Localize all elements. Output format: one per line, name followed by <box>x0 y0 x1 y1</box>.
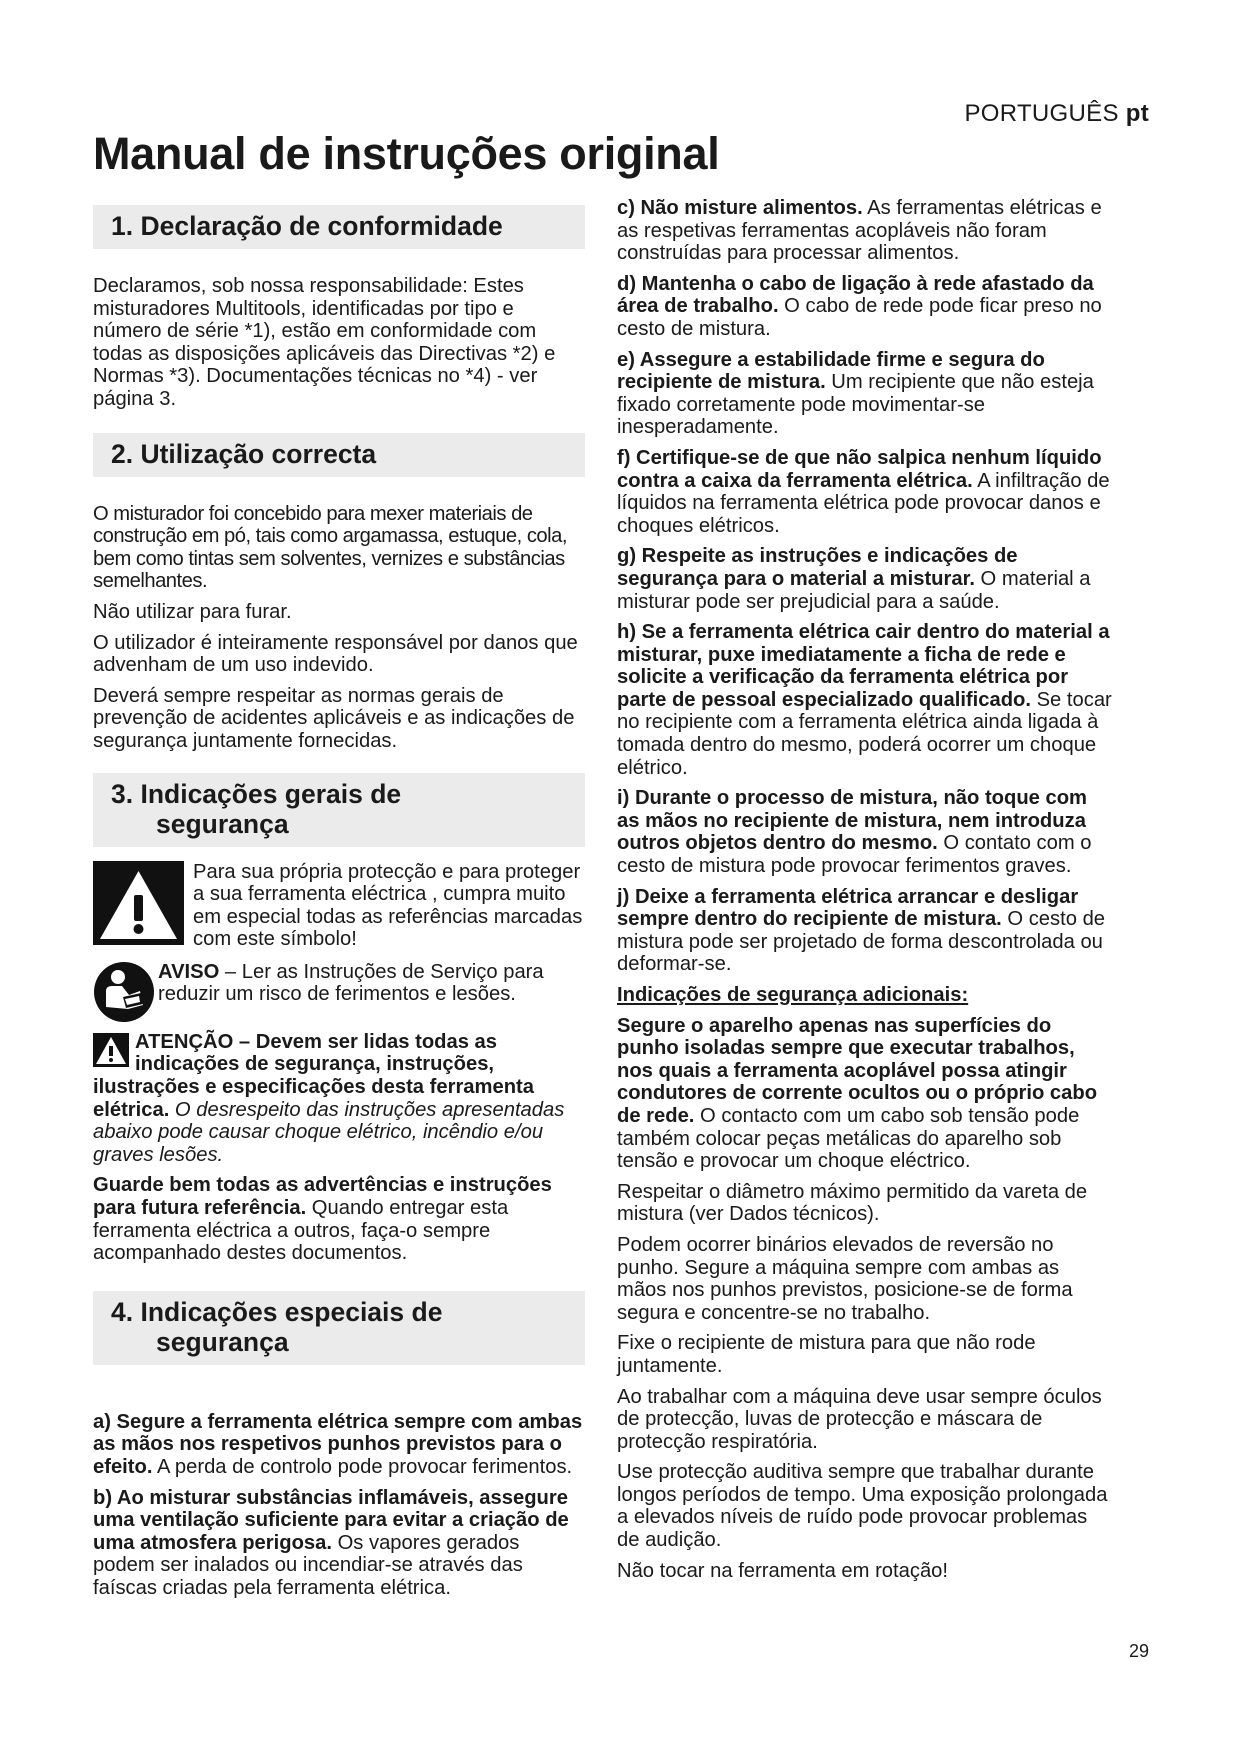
item-d-bold: d) Mantenha o cabo de ligação à rede afastado da área de trabalho. <box>617 272 1094 318</box>
item-d-text: O cabo de rede pode ficar preso no cesto de mistura. <box>617 295 1102 340</box>
section-2-heading <box>93 433 585 477</box>
item-i-bold: i) Durante o processo de mistura, não toque com as mãos no recipiente de mistura, nem introduza outros objetos dentro do mesmo. <box>617 787 1088 855</box>
language-indicator <box>964 100 1149 128</box>
item-i <box>617 787 1114 877</box>
fix-container-text: Fixe o recipiente de mistura para que não rode juntamente. <box>617 1332 1036 1377</box>
item-f <box>617 447 1114 537</box>
read-manual-block <box>93 961 585 1023</box>
item-c <box>617 197 1114 265</box>
section-1-heading-text: 1. Declaração de conformidade <box>111 211 503 241</box>
general-warning-text: Para sua própria protecção e para proteger a sua ferramenta eléctrica , cumpra muito em especial todas as referências marcadas com este símbolo! <box>193 860 583 951</box>
page-title: Manual de instruções original <box>93 128 720 179</box>
item-f-text: A infiltração de líquidos na ferramenta elétrica pode provocar danos e choques elétricos. <box>617 469 1110 537</box>
item-h-text: Se tocar no recipiente com a ferramenta elétrica ainda ligada à tomada dentro do mesmo, poderá ocorrer um choque elétrico. <box>617 688 1112 779</box>
item-a-bold: a) Segure a ferramenta elétrica sempre com ambas as mãos nos respetivos punhos previstos para o efeito. <box>93 1410 583 1478</box>
section-4-heading <box>93 1291 585 1365</box>
atencao-bold: ATENÇÃO – Devem ser lidas todas as indicações de segurança, instruções, ilustrações e especificações desta ferramenta elétrica. <box>93 1030 534 1121</box>
item-g-text: O material a misturar pode ser prejudicial para a saúde. <box>617 567 1091 613</box>
item-g <box>617 545 1114 613</box>
item-c-text: As ferramentas elétricas e as respetivas ferramentas acopláveis não foram construídas para processar alimentos. <box>617 197 1102 265</box>
guarde-text: Quando entregar esta ferramenta eléctrica a outros, faça-o sempre acompanhado destes documentos. <box>93 1197 509 1265</box>
item-j-text: O cesto de mistura pode ser projetado de forma descontrolada ou deformar-se. <box>617 908 1106 976</box>
section-1-heading <box>93 205 585 249</box>
insulated-grip-text: O contacto com um cabo sob tensão pode também colocar peças metálicas do aparelho sob tensão e provocar um choque eléctrico. <box>617 1104 1080 1173</box>
right-column <box>617 197 1114 1590</box>
warning-triangle-icon <box>93 861 184 945</box>
item-e-bold: e) Assegure a estabilidade firme e segura do recipiente de mistura. <box>617 348 1045 394</box>
atencao-italic: O desrespeito das instruções apresentadas abaixo pode causar choque elétrico, incêndio e/ou graves lesões. <box>93 1098 565 1166</box>
section-3-heading-line2: segurança <box>156 808 289 839</box>
left-column <box>93 199 585 1608</box>
language-code: pt <box>1125 100 1149 127</box>
section-4-heading-line2: segurança <box>156 1326 289 1357</box>
protective-equipment-text: Ao trabalhar com a máquina deve usar sempre óculos de protecção, luvas de protecção e máscara de protecção respiratória. <box>617 1385 1102 1453</box>
rotating-tool-text: Não tocar na ferramenta em rotação! <box>617 1559 949 1582</box>
item-f-bold: f) Certifique-se de que não salpica nenhum líquido contra a caixa da ferramenta elétrica. <box>617 446 1102 492</box>
max-diameter-text: Respeitar o diâmetro máximo permitido da vareta de mistura (ver Dados técnicos). <box>617 1180 1088 1226</box>
guarde-paragraph <box>93 1174 585 1264</box>
item-h <box>617 621 1114 779</box>
intended-use-text: O misturador foi concebido para mexer materiais de construção em pó, tais como argamassa, estuque, cola, bem como tintas sem solventes, vernizes e substâncias semelhantes. <box>93 502 567 593</box>
general-warning-block <box>93 861 585 951</box>
item-g-bold: g) Respeite as instruções e indicações de segurança para o material a misturar. <box>617 545 1018 590</box>
hearing-protection-text: Use protecção auditiva sempre que trabalhar durante longos períodos de tempo. Uma exposição prolongada a elevados níveis de ruído pode provocar problemas de audição. <box>617 1461 1108 1552</box>
aviso-body: – Ler as Instruções de Serviço para reduzir um risco de ferimentos e lesões. <box>158 960 544 1006</box>
item-a-text: A perda de controlo pode provocar ferimentos. <box>152 1456 573 1478</box>
item-b <box>93 1487 585 1600</box>
item-j-bold: j) Deixe a ferramenta elétrica arrancar e desligar sempre dentro do recipiente de mistura. <box>617 885 1079 931</box>
user-responsibility-text: O utilizador é inteiramente responsável por danos que advenham de um uso indevido. <box>93 631 578 677</box>
guarde-bold: Guarde bem todas as advertências e instruções para futura referência. <box>93 1174 552 1220</box>
section-3-heading-line1: 3. Indicações gerais de <box>111 778 402 809</box>
item-c-bold: c) Não misture alimentos. <box>617 197 863 219</box>
insulated-grip-paragraph <box>617 1015 1114 1173</box>
read-manual-icon <box>93 961 155 1023</box>
item-b-text: Os vapores gerados podem ser inalados ou incendiar-se através das faíscas criadas pela ferramenta elétrica. <box>93 1531 523 1599</box>
item-e-text: Um recipiente que não esteja fixado corretamente pode movimentar-se inesperadamente. <box>617 371 1094 439</box>
accident-prevention-text: Deverá sempre respeitar as normas gerais de prevenção de acidentes aplicáveis e as indicações de segurança juntamente fornecidas. <box>93 684 575 752</box>
page-number: 29 <box>1128 1641 1149 1661</box>
no-drilling-text: Não utilizar para furar. <box>93 600 292 623</box>
section-2-heading-text: 2. Utilização correcta <box>111 438 377 469</box>
reaction-torque-text: Podem ocorrer binários elevados de reversão no punho. Segure a máquina sempre com ambas as mãos nos punhos previstos, posicione-se de forma segura e concentre-se no trabalho. <box>617 1233 1073 1324</box>
item-h-bold: h) Se a ferramenta elétrica cair dentro do material a misturar, puxe imediatamente a ficha de rede e solicite a verificação da ferramenta elétrica por parte de pessoal especializado qualificado. <box>617 621 1110 711</box>
additional-safety-heading: Indicações de segurança adicionais: <box>617 984 969 1006</box>
insulated-grip-bold: Segure o aparelho apenas nas superfícies do punho isoladas sempre que executar trabalhos, nos quais a ferramenta acoplável possa atingir condutores de corrente ocultos ou o próprio cabo de rede. <box>617 1014 1098 1127</box>
language-word: PORTUGUÊS <box>964 100 1119 127</box>
item-b-bold: b) Ao misturar substâncias inflamáveis, assegure uma ventilação suficiente para evitar a criação de uma atmosfera perigosa. <box>93 1486 569 1554</box>
aviso-text <box>158 961 585 1023</box>
aviso-label: AVISO <box>158 960 220 983</box>
declaration-text: Declaramos, sob nossa responsabilidade: Estes misturadores Multitools, identificadas por tipo e número de série *1), estão em conformidade com todas as disposições aplicáveis das Directivas *2) e Normas *3). Documentações técnicas no *4) - ver página 3. <box>93 275 556 410</box>
item-d <box>617 273 1114 341</box>
small-warning-triangle-icon <box>93 1033 129 1067</box>
item-j <box>617 886 1114 976</box>
section-4-heading-line1: 4. Indicações especiais de <box>111 1296 443 1327</box>
item-a <box>93 1411 585 1479</box>
item-i-text: O contato com o cesto de mistura pode provocar ferimentos graves. <box>617 832 1092 878</box>
item-e <box>617 349 1114 439</box>
section-3-heading <box>93 773 585 847</box>
atencao-paragraph <box>93 1031 585 1167</box>
